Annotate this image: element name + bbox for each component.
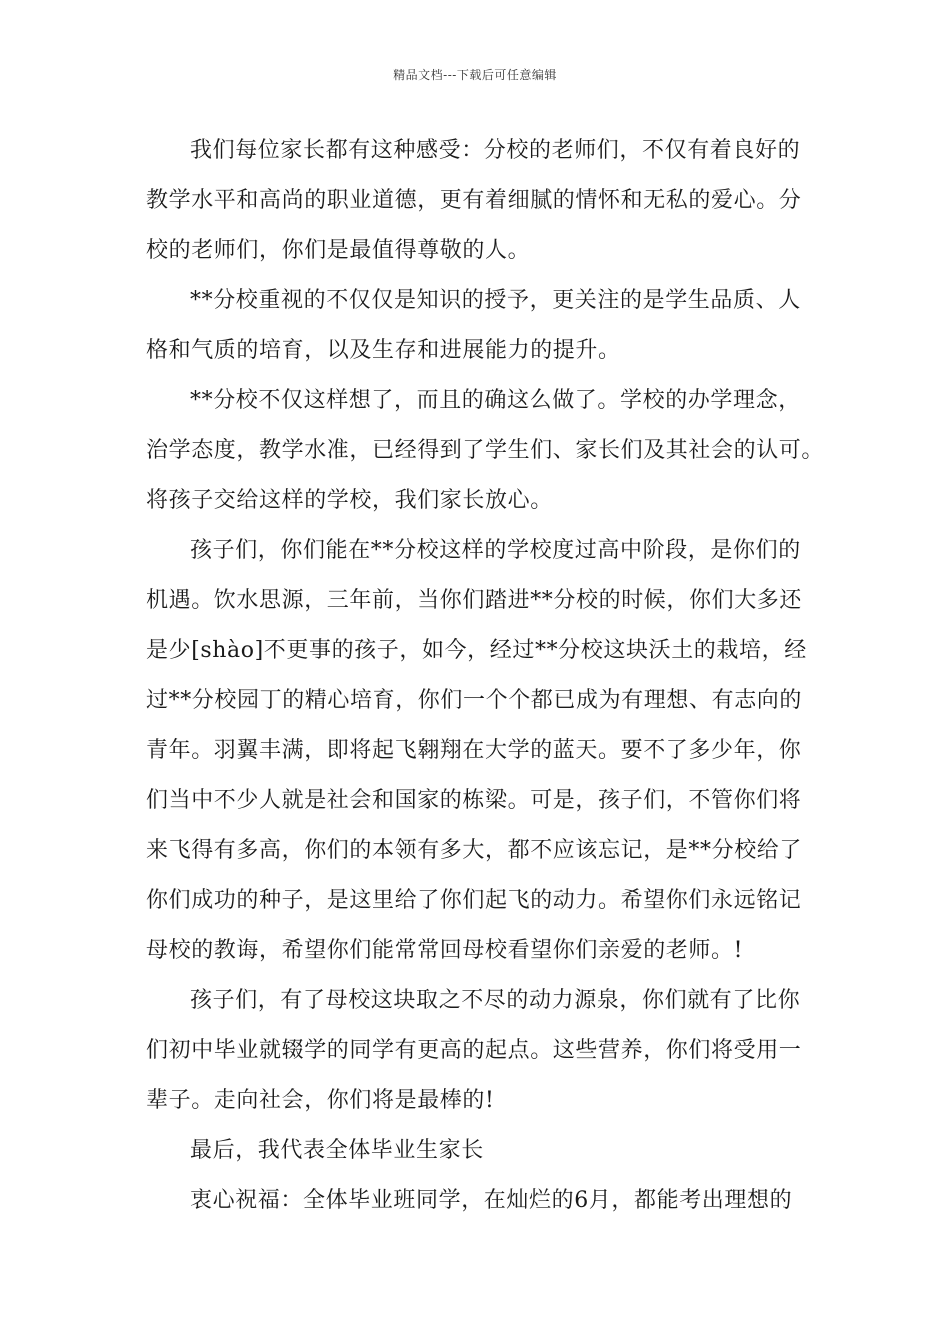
paragraph-line: 母校的教诲，希望你们能常常回母校看望你们亲爱的老师。! bbox=[146, 938, 744, 963]
paragraph-line: 是少[shào]不更事的孩子，如今，经过**分校这块沃土的栽培，经 bbox=[146, 638, 807, 663]
paragraph-line: 教学水平和高尚的职业道德，更有着细腻的情怀和无私的爱心。分 bbox=[146, 188, 802, 213]
paragraph-line: 治学态度，教学水准，已经得到了学生们、家长们及其社会的认可。 bbox=[146, 438, 825, 463]
page-header: 精品文档---下载后可任意编辑 bbox=[393, 68, 557, 82]
paragraph-line: **分校不仅这样想了，而且的确这么做了。学校的办学理念， bbox=[190, 388, 801, 413]
paragraph-line: 青年。羽翼丰满，即将起飞翱翔在大学的蓝天。要不了多少年，你 bbox=[146, 738, 802, 763]
paragraph-line: 孩子们，你们能在**分校这样的学校度过高中阶段，是你们的 bbox=[190, 538, 801, 563]
paragraph-line: 你们成功的种子，是这里给了你们起飞的动力。希望你们永远铭记 bbox=[146, 888, 802, 913]
paragraph-line: 格和气质的培育，以及生存和进展能力的提升。 bbox=[146, 338, 621, 363]
paragraph-line: 我们每位家长都有这种感受：分校的老师们，不仅有着良好的 bbox=[190, 138, 801, 163]
paragraph-line: 衷心祝福：全体毕业班同学，在灿烂的6月，都能考出理想的 bbox=[190, 1188, 793, 1213]
paragraph-line: 们当中不少人就是社会和国家的栋梁。可是，孩子们，不管你们将 bbox=[146, 788, 802, 813]
paragraph-line: 来飞得有多高，你们的本领有多大，都不应该忘记，是**分校给了 bbox=[146, 838, 803, 863]
paragraph-line: 孩子们，有了母校这块取之不尽的动力源泉，你们就有了比你 bbox=[190, 988, 801, 1013]
paragraph-line: 辈子。走向社会，你们将是最棒的! bbox=[146, 1088, 495, 1113]
paragraph-line: 机遇。饮水思源，三年前，当你们踏进**分校的时候，你们大多还 bbox=[146, 588, 803, 613]
paragraph-line: 们初中毕业就辍学的同学有更高的起点。这些营养，你们将受用一 bbox=[146, 1038, 802, 1063]
paragraph-line: **分校重视的不仅仅是知识的授予，更关注的是学生品质、人 bbox=[190, 288, 801, 313]
paragraph-line: 最后，我代表全体毕业生家长 bbox=[190, 1138, 484, 1163]
paragraph-line: 将孩子交给这样的学校，我们家长放心。 bbox=[146, 488, 553, 513]
paragraph-line: 校的老师们，你们是最值得尊敬的人。 bbox=[146, 238, 531, 263]
paragraph-line: 过**分校园丁的精心培育，你们一个个都已成为有理想、有志向的 bbox=[146, 688, 803, 713]
